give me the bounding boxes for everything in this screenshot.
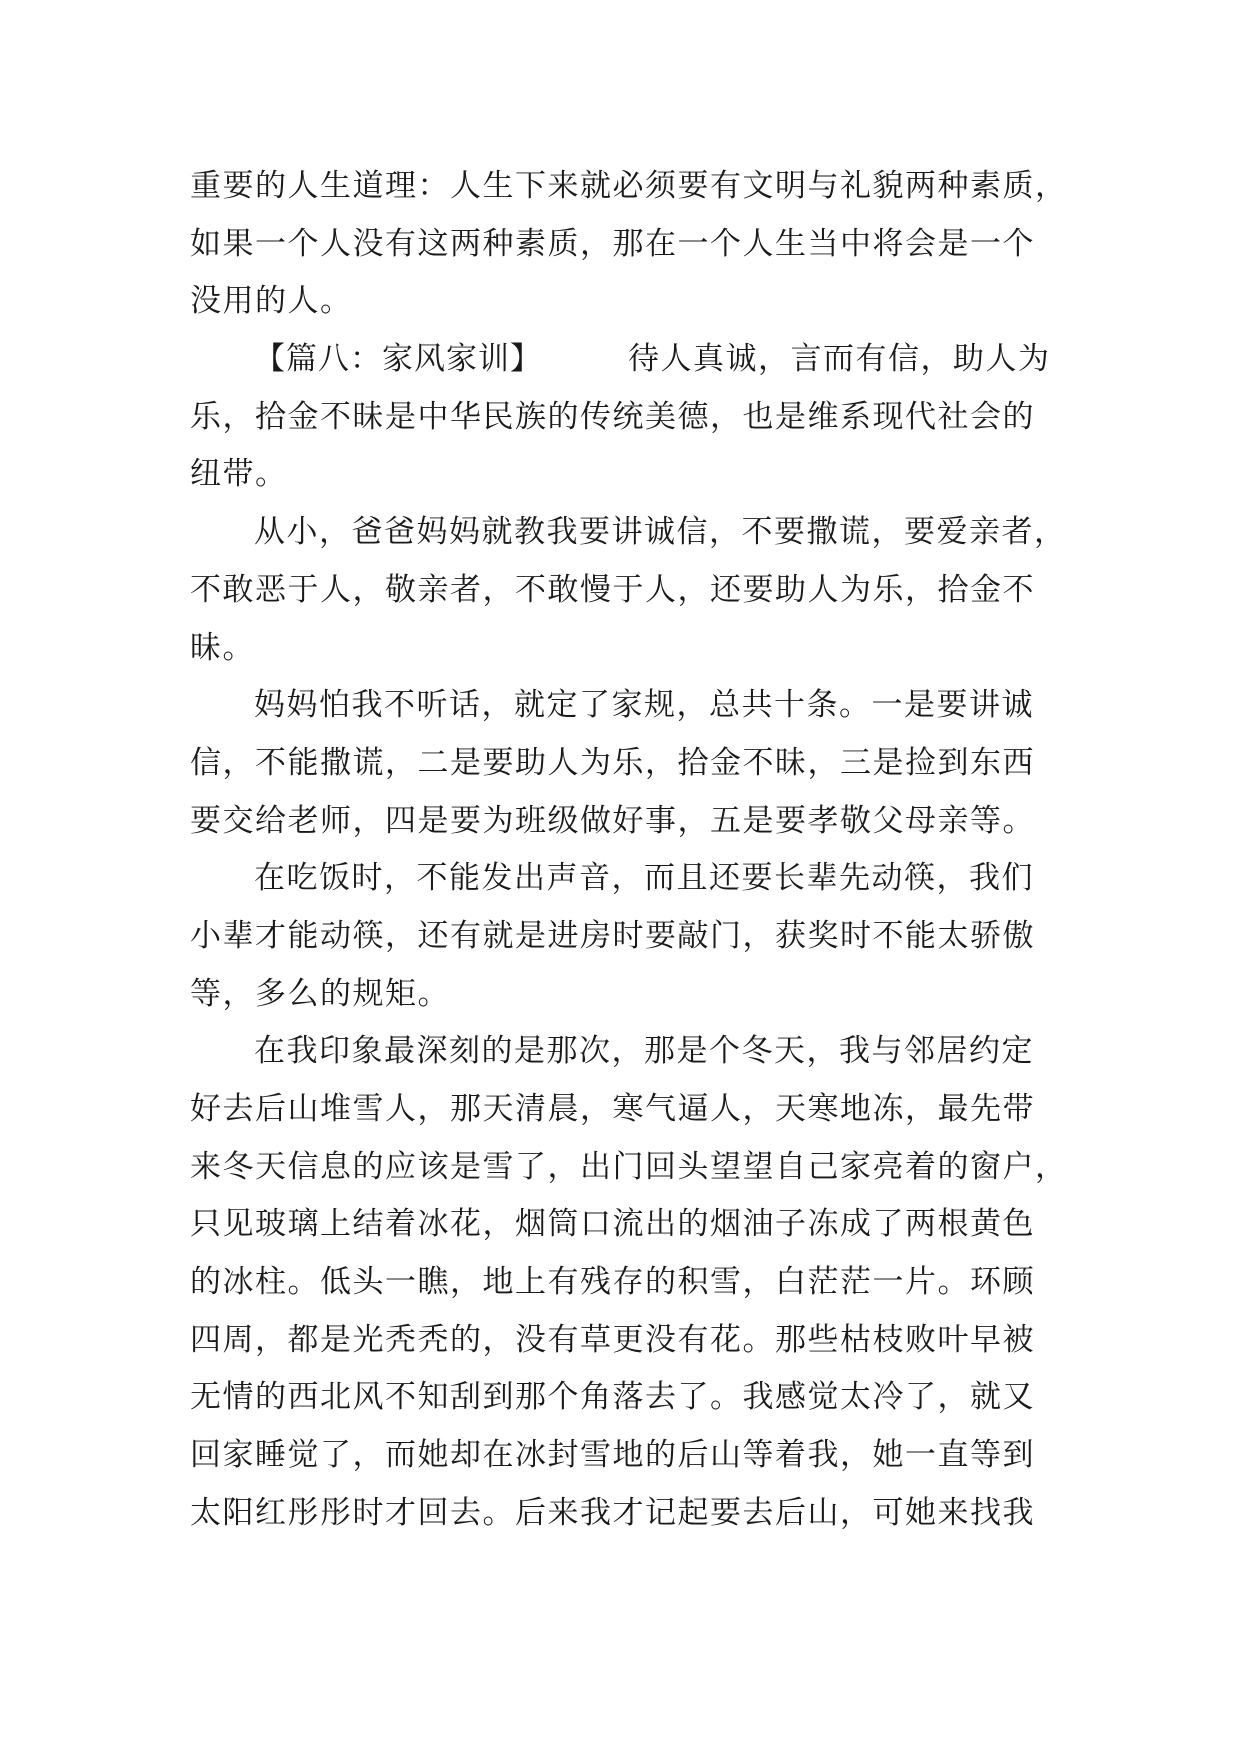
text-line: 没用的人。	[190, 283, 353, 320]
section-heading: 【篇八：家风家训】	[254, 341, 542, 378]
text-line: 等，多么的规矩。	[190, 975, 450, 1012]
text-line: 在我印象最深刻的是那次，那是个冬天，我与邻居约定	[254, 1033, 1034, 1070]
text-line: 好去后山堆雪人，那天清晨，寒气逼人，天寒地冻，最先带	[190, 1091, 1035, 1127]
text-line: 在吃饭时，不能发出声音，而且还要长辈先动筷，我们	[254, 860, 1034, 897]
text-line: 无情的西北风不知刮到那个角落去了。我感觉太冷了，就又	[190, 1379, 1035, 1416]
section-heading-line	[190, 331, 1050, 389]
text-line: 小辈才能动筷，还有就是进房时要敲门，获奖时不能太骄傲	[190, 917, 1035, 954]
text-line: 妈妈怕我不听话，就定了家规，总共十条。一是要讲诚	[254, 687, 1034, 724]
text-line: 纽带。	[190, 456, 288, 493]
text-line: 重要的人生道理：人生下来就必须要有文明与礼貌两种素质，	[190, 168, 1068, 204]
section-heading-text: 待人真诚，言而有信，助人为	[628, 341, 1051, 378]
text-line: 来冬天信息的应该是雪了，出门回头望望自己家亮着的窗户，	[190, 1148, 1068, 1185]
text-line: 信，不能撒谎，二是要助人为乐，拾金不昧，三是捡到东西	[190, 744, 1035, 781]
text-line: 如果一个人没有这两种素质，那在一个人生当中将会是一个	[190, 225, 1035, 262]
text-line: 从小，爸爸妈妈就教我要讲诚信，不要撒谎，要爱亲者，	[254, 514, 1067, 551]
document-body	[190, 158, 1068, 1543]
text-line: 要交给老师，四是要为班级做好事，五是要孝敬父母亲等。	[190, 802, 1035, 839]
text-line: 只见玻璃上结着冰花，烟筒口流出的烟油子冻成了两根黄色	[190, 1206, 1035, 1243]
text-line: 太阳红彤彤时才回去。后来我才记起要去后山，可她来找我	[190, 1494, 1035, 1531]
text-line: 昧。	[190, 629, 255, 666]
text-line: 的冰柱。低头一瞧，地上有残存的积雪，白茫茫一片。环顾	[190, 1264, 1035, 1301]
text-line: 回家睡觉了，而她却在冰封雪地的后山等着我，她一直等到	[190, 1437, 1035, 1474]
text-line: 四周，都是光秃秃的，没有草更没有花。那些枯枝败叶早被	[190, 1321, 1035, 1358]
text-line: 乐，拾金不昧是中华民族的传统美德，也是维系现代社会的	[190, 398, 1035, 435]
text-line: 不敢恶于人，敬亲者，不敢慢于人，还要助人为乐，拾金不	[190, 571, 1035, 608]
